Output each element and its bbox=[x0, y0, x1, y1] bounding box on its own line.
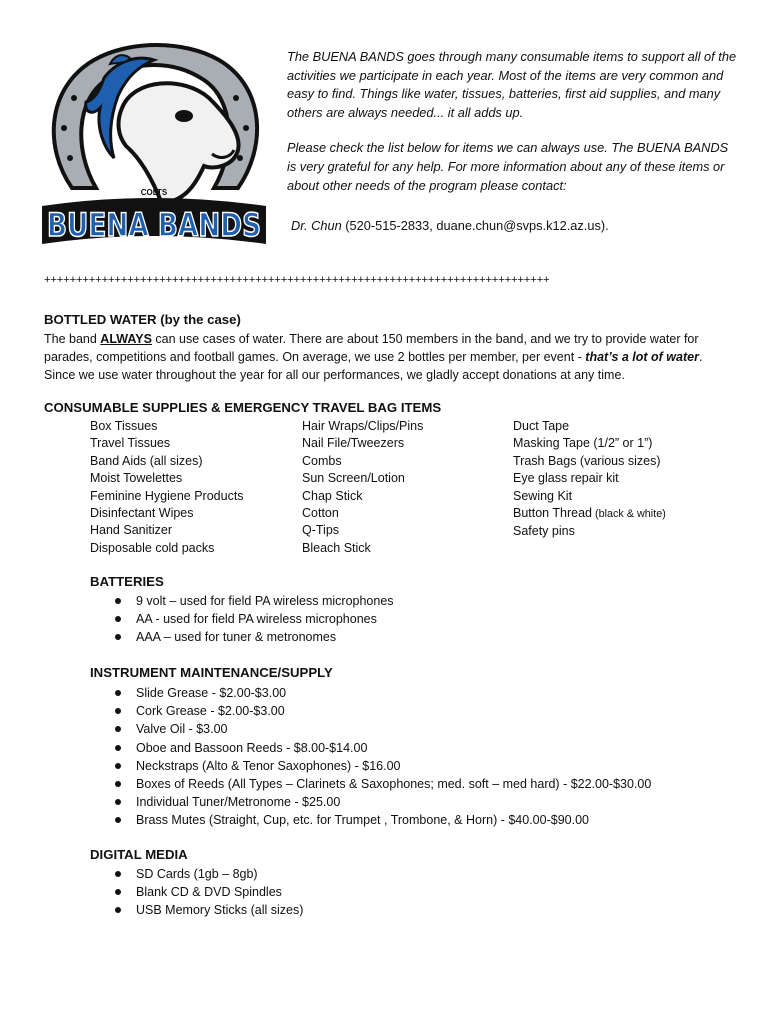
list-item: Slide Grease - $2.00-$3.00 bbox=[115, 684, 651, 702]
list-item: AAA – used for tuner & metronomes bbox=[115, 628, 394, 646]
list-item: SD Cards (1gb – 8gb) bbox=[115, 865, 303, 883]
digital-list bbox=[115, 865, 303, 920]
logo-colts-text: COLTS bbox=[140, 188, 168, 197]
list-item: Individual Tuner/Metronome - $25.00 bbox=[115, 793, 651, 811]
list-item: USB Memory Sticks (all sizes) bbox=[115, 901, 303, 919]
contact-name: Dr. Chun bbox=[291, 218, 342, 233]
instrument-heading: INSTRUMENT MAINTENANCE/SUPPLY bbox=[90, 665, 333, 680]
list-item: Oboe and Bassoon Reeds - $8.00-$14.00 bbox=[115, 739, 651, 757]
list-item: 9 volt – used for field PA wireless microphones bbox=[115, 592, 394, 610]
list-item: Combs bbox=[302, 453, 342, 468]
list-item: Disinfectant Wipes bbox=[90, 506, 194, 521]
list-item: Safety pins bbox=[513, 524, 575, 539]
bullet-icon bbox=[115, 799, 121, 805]
contact-details: (520-515-2833, duane.chun@svps.k12.az.us). bbox=[341, 218, 609, 233]
list-item: Sun Screen/Lotion bbox=[302, 471, 405, 486]
bullet-icon bbox=[115, 726, 121, 732]
thread-note: (black & white) bbox=[592, 508, 666, 521]
bullet-icon bbox=[115, 616, 121, 622]
list-item: Feminine Hygiene Products bbox=[90, 488, 244, 503]
list-item: Button Thread (black & white) bbox=[513, 506, 666, 521]
intro-paragraph-2: Please check the list below for items we can always use. The BUENA BANDS is very grateful for any help. For more information about any of these items or about other needs of the program please contact: bbox=[287, 140, 729, 193]
list-item: Moist Towelettes bbox=[90, 471, 183, 486]
list-item: Boxes of Reeds (All Types – Clarinets & Saxophones; med. soft – med hard) - $22.00-$30.00 bbox=[115, 775, 651, 793]
water-heading: BOTTLED WATER (by the case) bbox=[44, 312, 241, 327]
list-item: Cork Grease - $2.00-$3.00 bbox=[115, 702, 651, 720]
list-item: Brass Mutes (Straight, Cup, etc. for Trumpet , Trombone, & Horn) - $40.00-$90.00 bbox=[115, 811, 651, 829]
batteries-heading: BATTERIES bbox=[90, 574, 164, 589]
bullet-icon bbox=[115, 745, 121, 751]
list-item: Valve Oil - $3.00 bbox=[115, 720, 651, 738]
bullet-icon bbox=[115, 871, 121, 877]
consumables-column-1 bbox=[90, 418, 244, 557]
intro-block bbox=[287, 48, 737, 195]
bullet-icon bbox=[115, 708, 121, 714]
list-item: Neckstraps (Alto & Tenor Saxophones) - $16.00 bbox=[115, 757, 651, 775]
bullet-icon bbox=[115, 598, 121, 604]
list-item: Hand Sanitizer bbox=[90, 523, 172, 538]
water-highlight: that’s a lot of water bbox=[585, 350, 699, 364]
list-item: Box Tissues bbox=[90, 419, 158, 433]
list-item: Bleach Stick bbox=[302, 540, 371, 555]
intro-paragraph-1: The BUENA BANDS goes through many consumable items to support all of the activities we participate in each year. Most of the items are very common and easy to find. Things like water, tissues, batteries, first aid supplies, and many others are always needed... it all adds up. bbox=[287, 49, 737, 120]
water-paragraph: The band ALWAYS can use cases of water. There are about 150 members in the band, and we try to provide water for parades, competitions and football games. On average, we use 2 bottles per member, per event - that’s a lot of water. Since we use water throughout the year for all our performances, we gladly accept donations at any time. bbox=[44, 332, 703, 382]
list-item: Band Aids (all sizes) bbox=[90, 453, 203, 468]
instrument-list bbox=[115, 684, 651, 830]
list-item: Travel Tissues bbox=[90, 436, 171, 451]
list-item: Trash Bags (various sizes) bbox=[513, 453, 661, 468]
bullet-icon bbox=[115, 763, 121, 769]
consumables-heading: CONSUMABLE SUPPLIES & EMERGENCY TRAVEL BAG ITEMS bbox=[44, 400, 442, 415]
consumables-column-3 bbox=[513, 418, 666, 541]
contact-line bbox=[291, 218, 741, 233]
bullet-icon bbox=[115, 781, 121, 787]
list-item: Masking Tape (1/2” or 1”) bbox=[513, 436, 653, 451]
list-item: Cotton bbox=[302, 506, 339, 521]
bullet-icon bbox=[115, 690, 121, 696]
bullet-icon bbox=[115, 634, 121, 640]
logo-wordmark: BUENA BANDS bbox=[47, 206, 261, 244]
list-item: Chap Stick bbox=[302, 488, 363, 503]
separator-line: +++++++++++++++++++++++++++++++++++++++++++++++++++++++++++++++++++++++++++++++ bbox=[44, 274, 550, 286]
list-item: AA - used for field PA wireless microphones bbox=[115, 610, 394, 628]
list-item: Blank CD & DVD Spindles bbox=[115, 883, 303, 901]
buena-bands-logo bbox=[34, 38, 274, 250]
always-emphasis: ALWAYS bbox=[100, 332, 152, 346]
list-item: Sewing Kit bbox=[513, 488, 573, 503]
consumables-column-2 bbox=[302, 418, 423, 557]
list-item: Eye glass repair kit bbox=[513, 471, 619, 486]
bullet-icon bbox=[115, 817, 121, 823]
bullet-icon bbox=[115, 889, 121, 895]
digital-heading: DIGITAL MEDIA bbox=[90, 847, 188, 862]
bullet-icon bbox=[115, 907, 121, 913]
list-item: Q-Tips bbox=[302, 523, 340, 538]
list-item: Nail File/Tweezers bbox=[302, 436, 405, 451]
batteries-list bbox=[115, 592, 394, 647]
list-item: Hair Wraps/Clips/Pins bbox=[302, 419, 424, 433]
list-item: Disposable cold packs bbox=[90, 540, 215, 555]
list-item: Duct Tape bbox=[513, 419, 570, 433]
